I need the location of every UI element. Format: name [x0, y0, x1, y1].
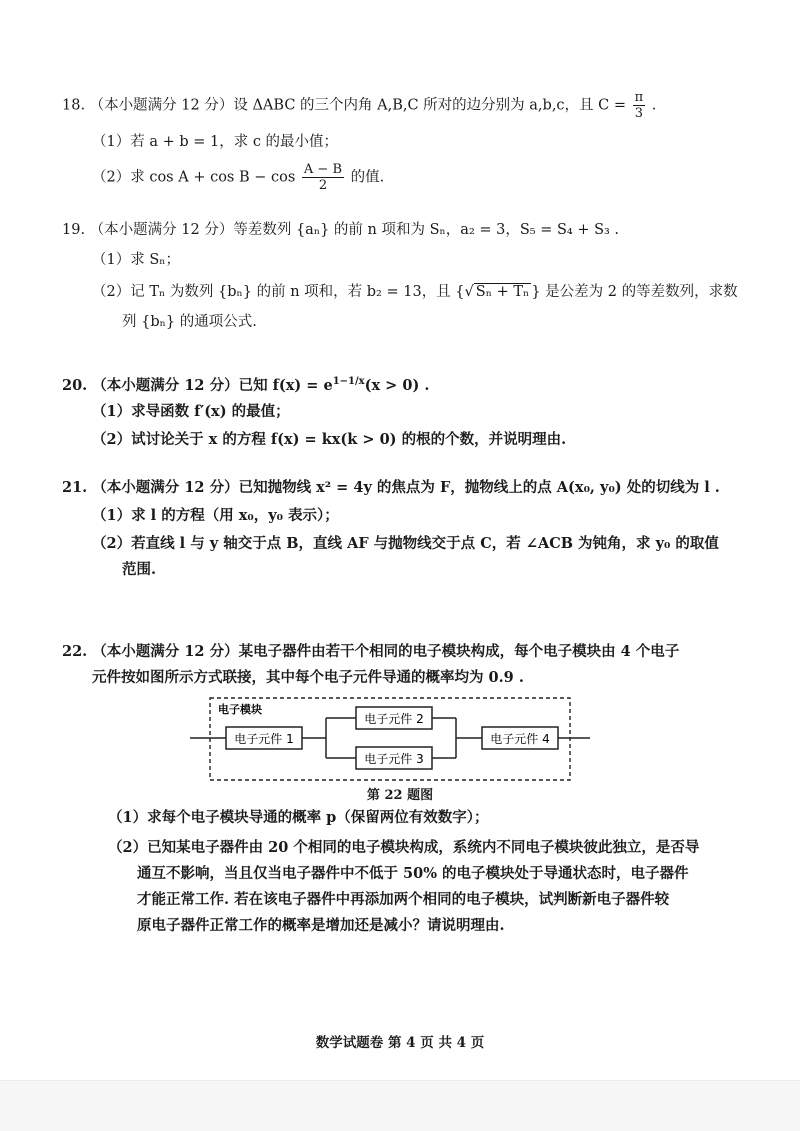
q19-number: 19. [62, 222, 86, 238]
q18-stem [62, 90, 656, 121]
diagram-caption: 第 22 题图 [366, 788, 434, 803]
q18-number: 18. [62, 97, 86, 114]
element-4-label: 电子元件 4 [490, 732, 550, 746]
q19-part2-cont: 列 {bₙ} 的通项公式. [122, 314, 257, 330]
page-bottom-margin [0, 1080, 800, 1131]
q18-frac-den: 3 [634, 106, 644, 121]
q19-stem [62, 220, 619, 240]
page-footer: 数学试题卷 第 4 页 共 4 页 [315, 1035, 485, 1051]
element-1-label: 电子元件 1 [234, 732, 294, 746]
q22-part2-d: 原电子器件正常工作的概率是增加还是减小？请说明理由. [137, 917, 505, 934]
q19-part1: （1）求 Sₙ； [92, 252, 181, 268]
q22-stem [62, 642, 679, 662]
q19-sqrt-content: Sₙ + Tₙ [475, 284, 530, 300]
q22-number: 22. [62, 643, 88, 660]
q21-part1: （1）求 l 的方程（用 x₀，y₀ 表示）； [92, 507, 339, 524]
q18-part2-a: （2）求 cos A + cos B − cos [92, 169, 296, 186]
q22-part2-c: 才能正常工作. 若在该电子器件中再添加两个相同的电子模块，试判断新电子器件较 [137, 891, 670, 908]
q21-text: （本小题满分 12 分）已知抛物线 x² = 4y 的焦点为 F，抛物线上的点 A(x₀, y₀) 处的切线为 l . [92, 479, 720, 496]
q20-text-b: (x > 0) . [364, 376, 430, 394]
element-3-label: 电子元件 3 [364, 752, 424, 766]
q22-part2-b: 通互不影响，当且仅当电子器件中不低于 50% 的电子模块处于导通状态时，电子器件 [137, 865, 689, 882]
q21-part2-cont: 范围. [122, 561, 157, 578]
q18-part1: （1）若 a + b = 1，求 c 的最小值； [92, 134, 339, 150]
q21-number: 21. [62, 479, 88, 496]
q20-text-a: （本小题满分 12 分）已知 f(x) = e [92, 376, 333, 394]
q22-part2-a: （2）已知某电子器件由 20 个相同的电子模块构成，系统内不同电子模块彼此独立，是否导 [108, 839, 700, 856]
q18-part2-num: A − B [303, 162, 343, 177]
q18-part2-b: 的值. [350, 169, 385, 186]
q18-part2-den: 2 [318, 178, 328, 193]
q21-stem [62, 478, 720, 498]
q19-part2-b: } 是公差为 2 的等差数列，求数 [531, 284, 738, 300]
q18-header: （本小题满分 12 分）设 [89, 97, 248, 114]
module-label: 电子模块 [218, 703, 262, 716]
q18-intro: ΔABC 的三个内角 A,B,C 所对的边分别为 a,b,c，且 C = [252, 97, 627, 114]
q19-part2 [92, 282, 738, 302]
element-2-label: 电子元件 2 [364, 712, 424, 726]
q18-part2 [92, 162, 384, 193]
q22-part1: （1）求每个电子模块导通的概率 p（保留两位有效数字）； [108, 809, 489, 826]
circuit-diagram [190, 694, 590, 784]
q21-part2: （2）若直线 l 与 y 轴交于点 B，直线 AF 与抛物线交于点 C，若 ∠ACB 为钝角，求 y₀ 的取值 [92, 535, 719, 552]
q19-part2-a: （2）记 Tₙ 为数列 {bₙ} 的前 n 项和，若 b₂ = 13，且 { [92, 284, 465, 300]
q20-number: 20. [62, 376, 88, 394]
q19-sqrt-sign: √ [464, 284, 474, 300]
q20-stem [62, 372, 429, 396]
q20-part2: （2）试讨论关于 x 的方程 f(x) = kx(k > 0) 的根的个数，并说明理由. [92, 431, 567, 448]
q19-text: （本小题满分 12 分）等差数列 {aₙ} 的前 n 项和为 Sₙ，a₂ = 3，S₅ = S₄ + S₃ . [89, 222, 620, 238]
q20-exponent: 1−1/x [332, 376, 365, 387]
q22-text-b: 元件按如图所示方式联接，其中每个电子元件导通的概率均为 0.9 . [92, 669, 524, 686]
q18-end: . [651, 97, 657, 114]
q20-part1: （1）求导函数 f′(x) 的最值； [92, 403, 290, 420]
q18-fraction [633, 90, 646, 121]
q22-text-a: （本小题满分 12 分）某电子器件由若干个相同的电子模块构成，每个电子模块由 4 个电子 [92, 643, 680, 660]
q18-frac-num: π [634, 90, 644, 105]
q18-part2-fraction [302, 162, 344, 193]
